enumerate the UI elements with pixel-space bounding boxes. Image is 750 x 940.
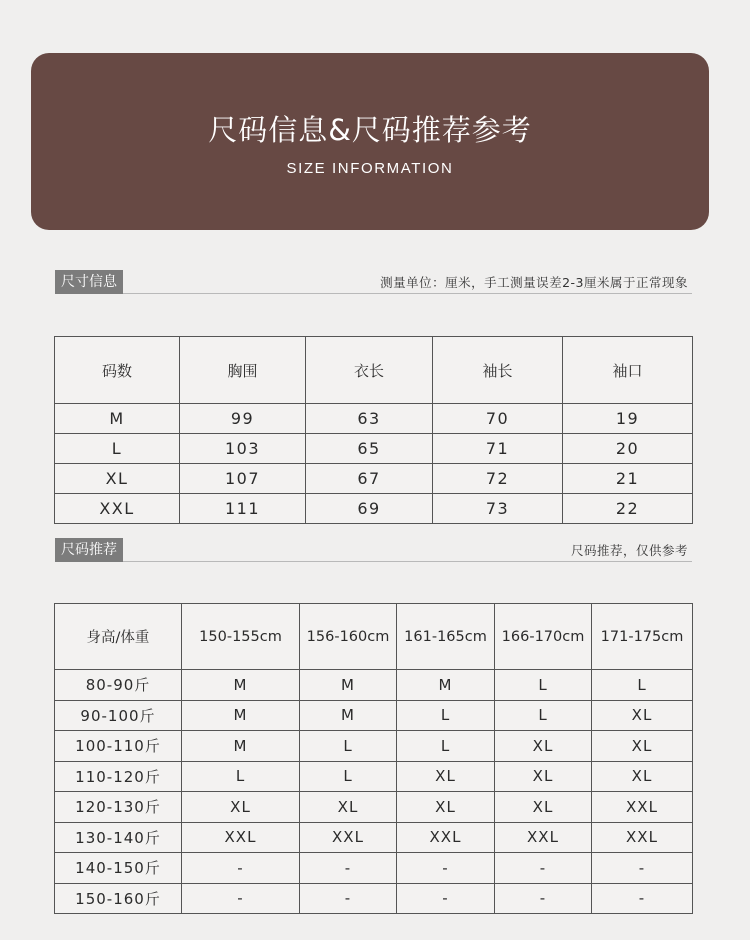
table-cell: L: [592, 670, 693, 701]
row-label-cell: 140-150斤: [55, 853, 182, 884]
table-cell: 67: [306, 464, 433, 494]
table-cell: 63: [306, 404, 433, 434]
column-header: 衣长: [306, 337, 433, 404]
table-cell: 65: [306, 434, 433, 464]
table-header-row: [55, 337, 693, 404]
table-cell: L: [182, 761, 300, 792]
table-cell: -: [182, 853, 300, 884]
table-cell: -: [397, 883, 495, 914]
table-cell: 19: [563, 404, 693, 434]
table-cell: XL: [495, 792, 592, 823]
table-cell: -: [300, 883, 397, 914]
table-cell: L: [397, 700, 495, 731]
table-cell: M: [182, 670, 300, 701]
row-label-cell: 100-110斤: [55, 731, 182, 762]
section-divider: [55, 293, 692, 294]
table-row: [55, 761, 693, 792]
table-cell: L: [397, 731, 495, 762]
column-header: 156-160cm: [300, 604, 397, 670]
table-header-row: [55, 604, 693, 670]
table-cell: 103: [180, 434, 306, 464]
table-cell: XXL: [592, 792, 693, 823]
row-label-cell: 80-90斤: [55, 670, 182, 701]
column-header: 171-175cm: [592, 604, 693, 670]
column-header: 150-155cm: [182, 604, 300, 670]
table-cell: M: [397, 670, 495, 701]
table-cell: 107: [180, 464, 306, 494]
table-cell: 99: [180, 404, 306, 434]
measurement-note: 测量单位：厘米，手工测量误差2-3厘米属于正常现象: [380, 275, 688, 290]
table-cell: 22: [563, 494, 693, 524]
column-header: 胸围: [180, 337, 306, 404]
table-row: [55, 731, 693, 762]
size-recommendation-table: [54, 603, 693, 914]
table-cell: XL: [592, 731, 693, 762]
row-label-cell: 110-120斤: [55, 761, 182, 792]
table-cell: L: [300, 731, 397, 762]
table-cell: 20: [563, 434, 693, 464]
column-header: 码数: [55, 337, 180, 404]
table-cell: XL: [495, 731, 592, 762]
table-cell: XL: [300, 792, 397, 823]
table-cell: -: [495, 883, 592, 914]
table-cell: -: [182, 883, 300, 914]
table-cell: XL: [592, 761, 693, 792]
title-banner: [31, 53, 709, 230]
section-divider: [55, 561, 692, 562]
column-header: 袖口: [563, 337, 693, 404]
table-cell: XXL: [397, 822, 495, 853]
banner-title: 尺码信息&尺码推荐参考: [208, 113, 532, 147]
table-cell: 70: [433, 404, 563, 434]
column-header: 161-165cm: [397, 604, 495, 670]
row-label-cell: XL: [55, 464, 180, 494]
table-cell: 71: [433, 434, 563, 464]
size-info-tag: 尺寸信息: [55, 270, 123, 294]
table-row: [55, 494, 693, 524]
table-cell: -: [592, 853, 693, 884]
table-cell: 69: [306, 494, 433, 524]
table-cell: XL: [397, 792, 495, 823]
table-cell: M: [300, 700, 397, 731]
table-cell: -: [397, 853, 495, 884]
row-label-cell: 130-140斤: [55, 822, 182, 853]
recommendation-note: 尺码推荐，仅供参考: [570, 543, 688, 558]
row-label-cell: 150-160斤: [55, 883, 182, 914]
table-row: [55, 792, 693, 823]
table-cell: M: [182, 731, 300, 762]
table-row: [55, 883, 693, 914]
table-row: [55, 700, 693, 731]
size-rec-tag: 尺码推荐: [55, 538, 123, 562]
table-cell: 72: [433, 464, 563, 494]
table-cell: XL: [592, 700, 693, 731]
table-cell: L: [495, 700, 592, 731]
size-info-table: [54, 336, 693, 524]
table-row: [55, 670, 693, 701]
table-row: [55, 822, 693, 853]
table-cell: XXL: [300, 822, 397, 853]
row-label-cell: L: [55, 434, 180, 464]
column-header: 身高/体重: [55, 604, 182, 670]
table-cell: XXL: [182, 822, 300, 853]
row-label-cell: M: [55, 404, 180, 434]
table-row: [55, 404, 693, 434]
row-label-cell: XXL: [55, 494, 180, 524]
table-cell: L: [495, 670, 592, 701]
row-label-cell: 120-130斤: [55, 792, 182, 823]
banner-subtitle: SIZE INFORMATION: [286, 160, 454, 177]
size-rec-header: [55, 538, 692, 562]
table-cell: 73: [433, 494, 563, 524]
table-cell: -: [592, 883, 693, 914]
table-cell: 111: [180, 494, 306, 524]
table-cell: M: [300, 670, 397, 701]
table-row: [55, 434, 693, 464]
table-cell: XL: [397, 761, 495, 792]
table-cell: XL: [495, 761, 592, 792]
table-row: [55, 464, 693, 494]
table-row: [55, 853, 693, 884]
table-cell: XXL: [592, 822, 693, 853]
row-label-cell: 90-100斤: [55, 700, 182, 731]
column-header: 袖长: [433, 337, 563, 404]
table-cell: -: [495, 853, 592, 884]
table-cell: XL: [182, 792, 300, 823]
table-cell: M: [182, 700, 300, 731]
table-cell: 21: [563, 464, 693, 494]
table-cell: XXL: [495, 822, 592, 853]
size-info-header: [55, 270, 692, 294]
table-cell: L: [300, 761, 397, 792]
table-cell: -: [300, 853, 397, 884]
column-header: 166-170cm: [495, 604, 592, 670]
